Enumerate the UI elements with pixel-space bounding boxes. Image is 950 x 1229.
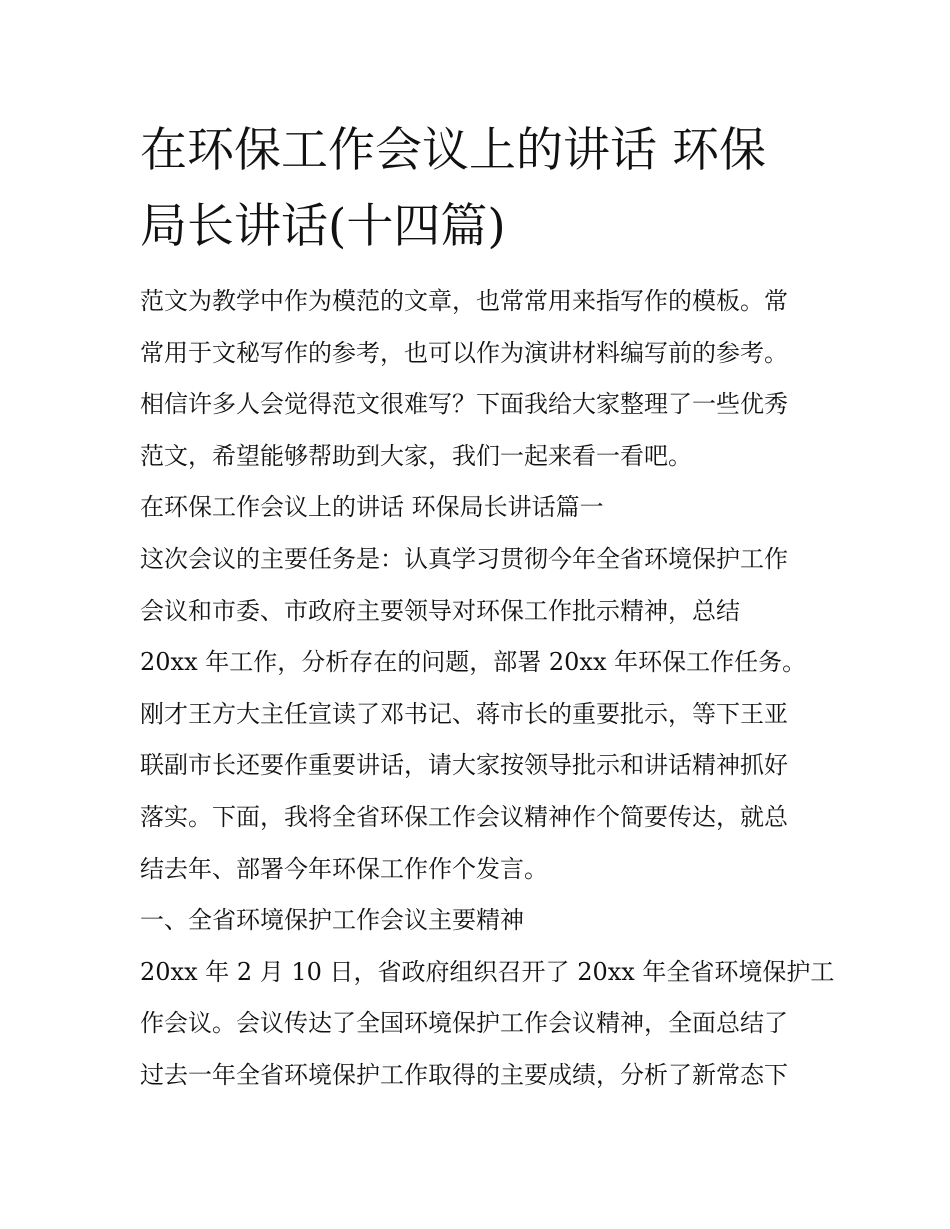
body-line: 20xx 年工作，分析存在的问题，部署 20xx 年环保工作任务。 [140,648,807,677]
body-line: 相信许多人会觉得范文很难写？下面我给大家整理了一些优秀 [140,390,788,419]
body-line: 范文为教学中作为模范的文章，也常常用来指写作的模板。常 [140,287,788,315]
body-line: 作会议。会议传达了全国环境保护工作会议精神，全面总结了 [140,1009,788,1038]
body-line: 这次会议的主要任务是：认真学习贯彻今年全省环境保护工作 [140,544,788,573]
section-heading: 在环保工作会议上的讲话 环保局长讲话篇一 [140,493,604,522]
body-line: 过去一年全省环境保护工作取得的主要成绩，分析了新常态下 [140,1060,788,1089]
body-line: 范文，希望能够帮助到大家，我们一起来看一看吧。 [140,441,692,470]
body-line: 刚才王方大主任宣读了邓书记、蒋市长的重要批示，等下王亚 [140,699,788,728]
body-line: 20xx 年 2 月 10 日，省政府组织召开了 20xx 年全省环境保护工 [140,957,835,986]
body-line: 联副市长还要作重要讲话，请大家按领导批示和讲话精神抓好 [140,751,788,780]
section-heading: 一、全省环境保护工作会议主要精神 [140,906,524,935]
title-line-2: 局长讲话(十四篇) [140,199,506,254]
body-line: 落实。下面，我将全省环保工作会议精神作个简要传达，就总 [140,802,788,831]
title-line-1: 在环保工作会议上的讲话 环保 [140,123,766,178]
document-title [140,113,820,265]
body-line: 会议和市委、市政府主要领导对环保工作批示精神，总结 [140,596,740,625]
body-line: 结去年、部署今年环保工作作个发言。 [140,854,548,883]
body-line: 常用于文秘写作的参考，也可以作为演讲材料编写前的参考。 [140,338,788,367]
document-body [140,277,835,1103]
